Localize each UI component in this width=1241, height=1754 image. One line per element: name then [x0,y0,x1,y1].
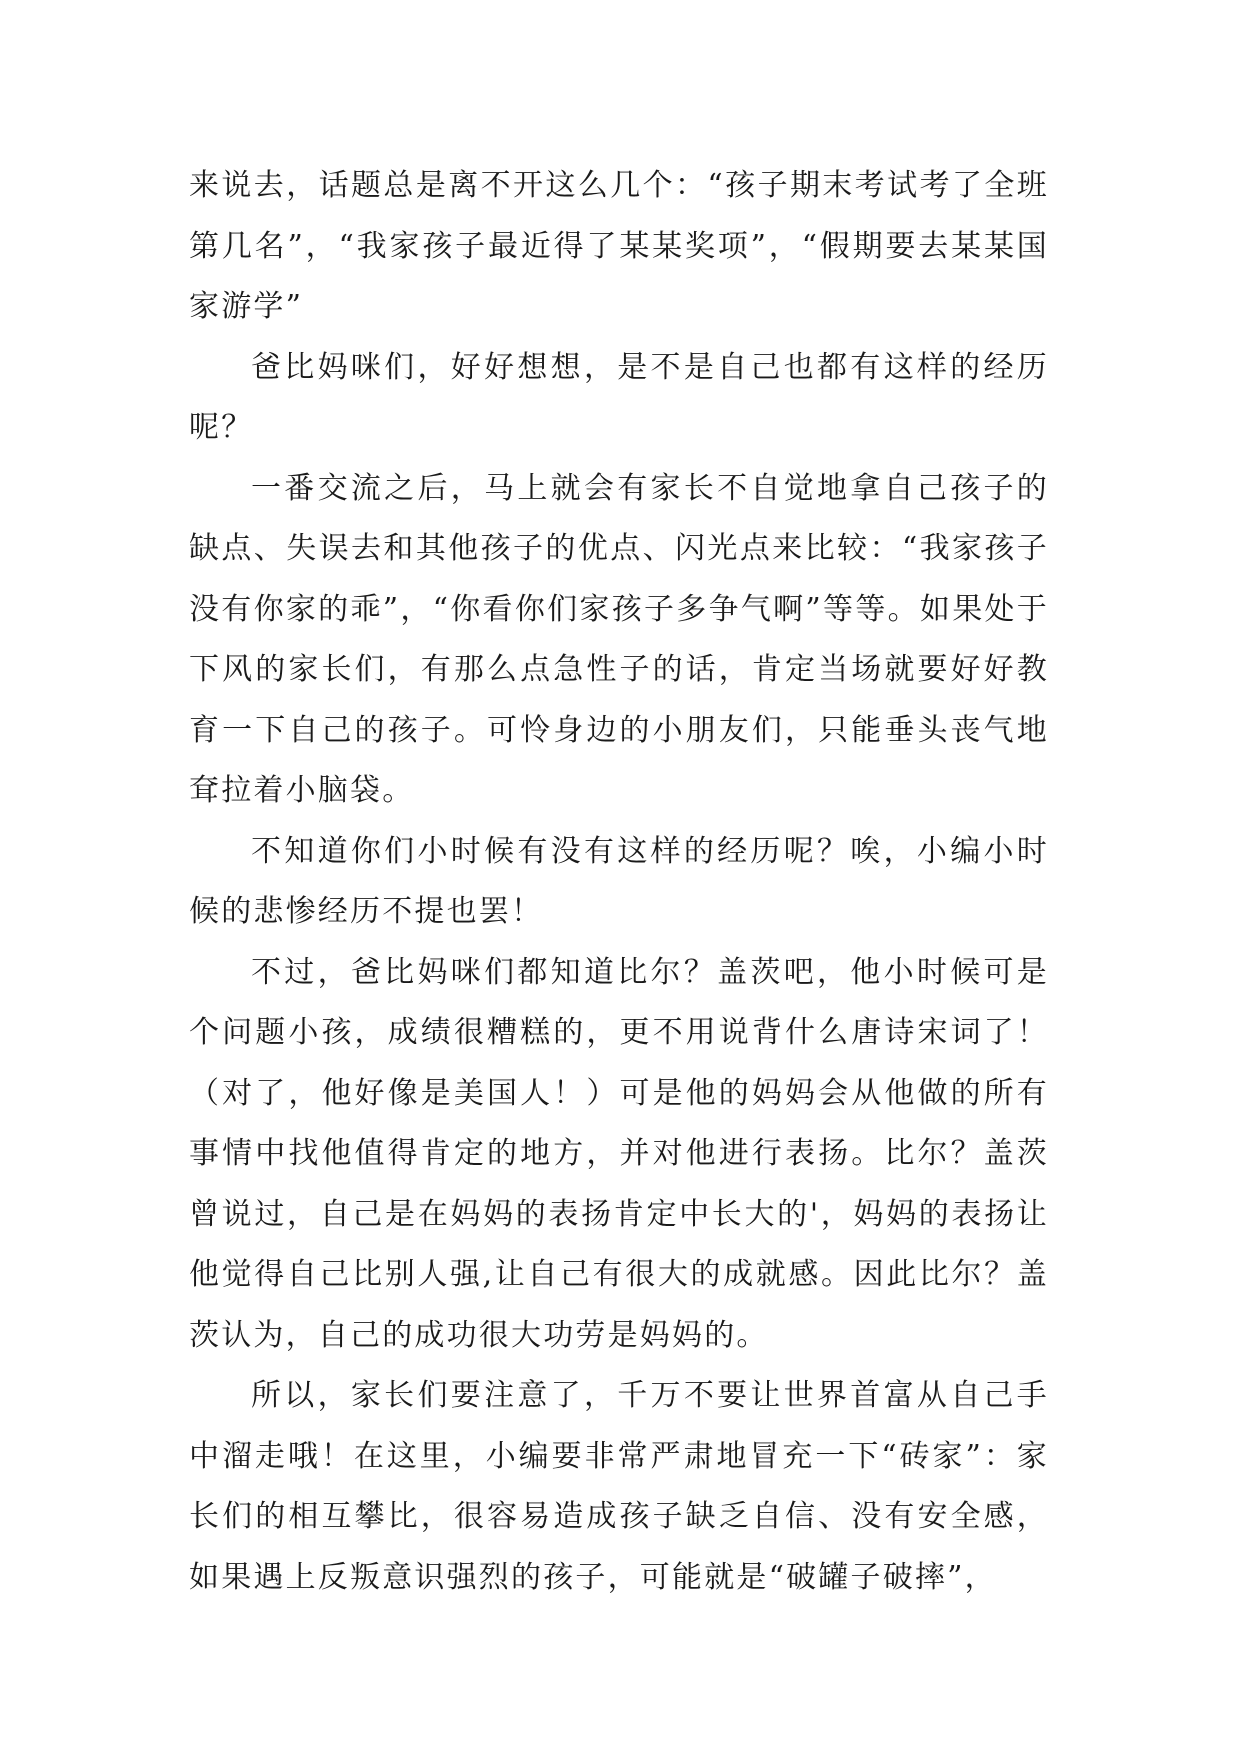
paragraph-1: 来说去，话题总是离不开这么几个：“孩子期末考试考了全班第几名”，“我家孩子最近得了某某奖项”，“假期要去某某国家游学” [189,168,1049,324]
paragraph-5: 不过，爸比妈咪们都知道比尔？盖茨吧，他小时候可是个问题小孩，成绩很糟糕的，更不用说背什么唐诗宋词了！（对了，他好像是美国人！）可是他的妈妈会从他做的所有事情中找他值得肯定的地方，并对他进行表扬。比尔？盖茨曾说过，自己是在妈妈的表扬肯定中长大的'，妈妈的表扬让他觉得自己比别人强,让自己有很大的成就感。因此比尔？盖茨认为，自己的成功很大功劳是妈妈的。 [189,954,1049,1353]
paragraph-4: 不知道你们小时候有没有这样的经历呢？唉，小编小时候的悲惨经历不提也罢！ [189,833,1049,929]
document-body [189,156,1049,1608]
paragraph-6: 所以，家长们要注意了，千万不要让世界首富从自己手中溜走哦！在这里，小编要非常严肃地冒充一下“砖家”：家长们的相互攀比，很容易造成孩子缺乏自信、没有安全感，如果遇上反叛意识强烈的孩子，可能就是“破罐子破摔”， [189,1378,1049,1595]
paragraph-3: 一番交流之后，马上就会有家长不自觉地拿自己孩子的缺点、失误去和其他孩子的优点、闪光点来比较：“我家孩子没有你家的乖”，“你看你们家孩子多争气啊”等等。如果处于下风的家长们，有那么点急性子的话，肯定当场就要好好教育一下自己的孩子。可怜身边的小朋友们，只能垂头丧气地耷拉着小脑袋。 [189,470,1049,808]
paragraph-2: 爸比妈咪们，好好想想，是不是自己也都有这样的经历呢？ [189,349,1049,445]
